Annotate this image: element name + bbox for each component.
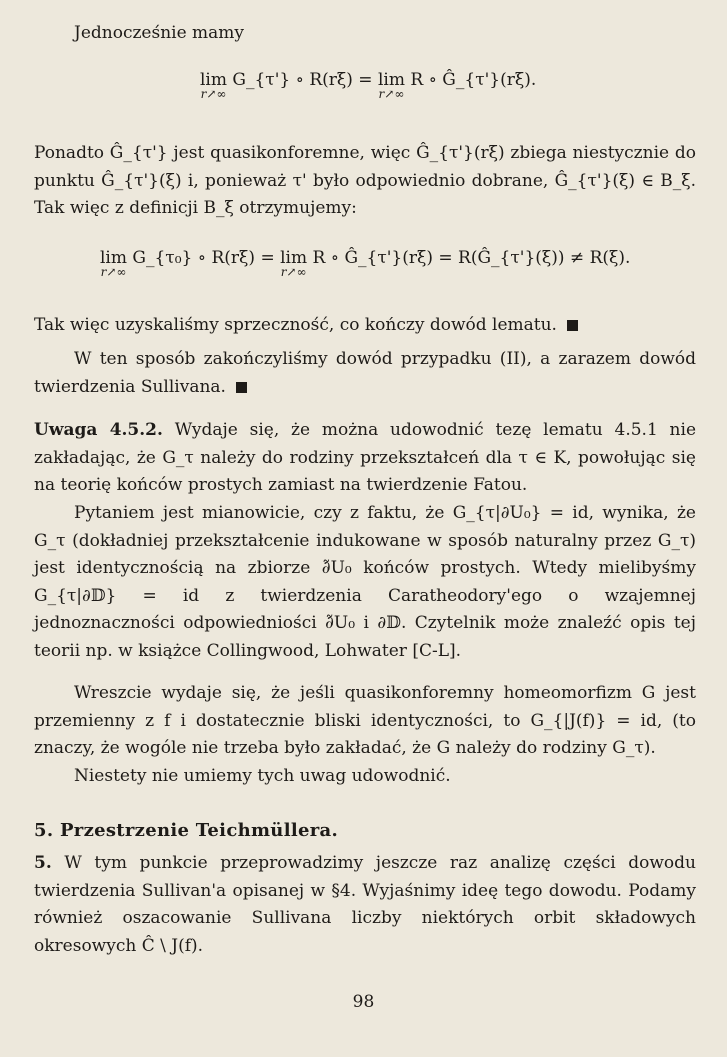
remark-text: Wydaje się, że można udowodnić tezę lematu 4.5.1 nie zakładając, że G_τ należy do rodziny przekształceń dla τ ∈ K, powołując się na teorię końców prostych zamiast na twierdzenie Fatou. — [34, 420, 697, 495]
lim-operator: lim — [100, 248, 127, 268]
paragraph-uwaga — [34, 417, 696, 500]
equation-1 — [200, 70, 536, 100]
lim-subscript: r↗∞ — [280, 265, 307, 279]
equation-2 — [100, 248, 630, 278]
paragraph-section-5 — [34, 850, 696, 960]
paragraph-proof-end — [34, 346, 696, 401]
paragraph-ponadto: Ponadto Ĝ_{τ'} jest quasikonforemne, więc Ĝ_{τ'}(rξ) zbiega niestycznie do punktu Ĝ_{τ'}(ξ) i, ponieważ τ' było odpowiednio dobrane, Ĝ_{τ'}(ξ) ∈ B_ξ. Tak więc z definicji B_ξ otrzymujemy: — [34, 143, 696, 218]
section-heading: 5. Przestrzenie Teichmüllera. — [34, 820, 339, 841]
equation-part-1: G_{τ₀} ∘ R(rξ) = — [132, 248, 275, 268]
paragraph-wreszcie: Wreszcie wydaje się, że jeśli quasikonforemny homeomorfizm G jest przemienny z f i dostatecznie bliski identyczności, to G_{|J(f)} = id, (to znaczy, że wogóle nie trzeba było zakładać, że G należy do rodziny G_τ). — [34, 683, 696, 758]
equation-rhs: R ∘ Ĝ_{τ'}(rξ). — [410, 70, 537, 90]
equation-lhs: G_{τ'} ∘ R(rξ) = — [232, 70, 373, 90]
proof-end-text: W ten sposób zakończyliśmy dowód przypadku (II), a zarazem dowód twierdzenia Sullivana. — [34, 349, 696, 397]
section-paragraph-text: W tym punkcie przeprowadzimy jeszcze raz analizę części dowodu twierdzenia Sullivan'a opisanej w §4. Wyjaśnimy ideę tego dowodu. Podamy również oszacowanie Sullivana liczby niektórych orbit składowych okresowych Ĉ \ J(f). — [34, 853, 696, 956]
paragraph-intro: Jednocześnie mamy — [74, 23, 245, 43]
lim-subscript: r↗∞ — [200, 87, 227, 101]
qed-square-icon — [567, 320, 578, 331]
equation-part-2: R ∘ Ĝ_{τ'}(rξ) = R(Ĝ_{τ'}(ξ)) ≠ R(ξ). — [312, 248, 631, 268]
lim-subscript: r↗∞ — [378, 87, 405, 101]
remark-label: Uwaga 4.5.2. — [34, 420, 163, 440]
paragraph-conclusion — [34, 312, 696, 340]
lim-subscript: r↗∞ — [100, 265, 127, 279]
lim-operator: lim — [377, 70, 405, 90]
lim-operator: lim — [280, 248, 308, 268]
qed-square-icon — [236, 382, 247, 393]
lim-operator: lim — [200, 70, 227, 90]
section-paragraph-label: 5. — [34, 853, 52, 873]
conclusion-text: Tak więc uzyskaliśmy sprzeczność, co kończy dowód lematu. — [34, 315, 557, 335]
page-number: 98 — [352, 992, 375, 1012]
paragraph-pytaniem: Pytaniem jest mianowicie, czy z faktu, że G_{τ|∂U₀} = id, wynika, że G_τ (dokładniej przekształcenie indukowane w sposób naturalny przez G_τ) jest identycznością na zbiorze ∂̃U₀ końców prostych. Wtedy mielibyśmy G_{τ|∂𝔻} = id z twierdzenia Caratheodory'ego o wzajemnej jednoznaczności odpowiedniości ∂̃U₀ i ∂𝔻. Czytelnik może znaleźć opis tej teorii np. w książce Collingwood, Lohwater [C-L]. — [34, 503, 696, 661]
paragraph-niestety: Niestety nie umiemy tych uwag udowodnić. — [74, 766, 451, 786]
